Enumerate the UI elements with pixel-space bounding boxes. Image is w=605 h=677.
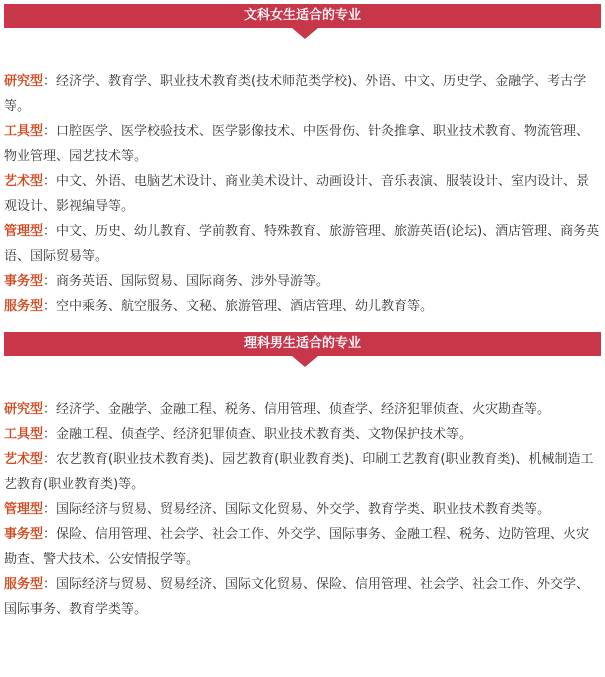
entry-label: 服务型 <box>4 577 44 592</box>
entry-text: 金融工程、侦查学、经济犯罪侦查、职业技术教育类、文物保护技术等。 <box>56 427 473 442</box>
entry-management: 管理型：中文、历史、幼儿教育、学前教育、特殊教育、旅游管理、旅游英语(论坛)、酒店管理、商务英语、国际贸易等。 <box>4 224 600 264</box>
entry-tool: 工具型：口腔医学、医学校验技术、医学影像技术、中医骨伤、针灸推拿、职业技术教育、物流管理、物业管理、园艺技术等。 <box>4 124 590 164</box>
entry-text: 中文、历史、幼儿教育、学前教育、特殊教育、旅游管理、旅游英语(论坛)、酒店管理、商务英语、国际贸易等。 <box>4 224 600 264</box>
entry-text: 商务英语、国际贸易、国际商务、涉外导游等。 <box>56 274 330 289</box>
entry-text: 农艺教育(职业技术教育类)、园艺教育(职业教育类)、印刷工艺教育(职业教育类)、机械制造工艺教育(职业教育类)等。 <box>4 452 594 492</box>
entry-text: 国际经济与贸易、贸易经济、国际文化贸易、保险、信用管理、社会学、社会工作、外交学、国际事务、教育学类等。 <box>4 577 590 617</box>
entry-tool: 工具型：金融工程、侦查学、经济犯罪侦查、职业技术教育类、文物保护技术等。 <box>4 427 473 442</box>
entry-text: 中文、外语、电脑艺术设计、商业美术设计、动画设计、音乐表演、服装设计、室内设计、景观设计、影视编导等。 <box>4 174 590 214</box>
entry-list <box>4 69 602 319</box>
entry-text: 口腔医学、医学校验技术、医学影像技术、中医骨伤、针灸推拿、职业技术教育、物流管理、物业管理、园艺技术等。 <box>4 124 590 164</box>
entry-label: 管理型 <box>4 224 44 239</box>
entry-label: 艺术型 <box>4 452 44 467</box>
entry-text: 国际经济与贸易、贸易经济、国际文化贸易、外交学、教育学类、职业技术教育类等。 <box>56 502 551 517</box>
entry-research: 研究型：经济学、教育学、职业技术教育类(技术师范类学校)、外语、中文、历史学、金融学、考古学等。 <box>4 74 587 114</box>
entry-label: 服务型 <box>4 299 44 314</box>
entry-service: 服务型：国际经济与贸易、贸易经济、国际文化贸易、保险、信用管理、社会学、社会工作、外交学、国际事务、教育学类等。 <box>4 577 590 617</box>
entry-management: 管理型：国际经济与贸易、贸易经济、国际文化贸易、外交学、教育学类、职业技术教育类等。 <box>4 502 551 517</box>
entry-research: 研究型：经济学、金融学、金融工程、税务、信用管理、侦查学、经济犯罪侦查、火灾勘查等。 <box>4 402 551 417</box>
entry-label: 工具型 <box>4 427 44 442</box>
entry-text: 空中乘务、航空服务、文秘、旅游管理、酒店管理、幼儿教育等。 <box>56 299 434 314</box>
entry-list <box>4 397 602 622</box>
entry-affairs: 事务型：保险、信用管理、社会学、社会工作、外交学、国际事务、金融工程、税务、边防管理、火灾勘查、警犬技术、公安情报学等。 <box>4 527 590 567</box>
section-title: 理科男生适合的专业 <box>4 332 601 356</box>
entry-text: 保险、信用管理、社会学、社会工作、外交学、国际事务、金融工程、税务、边防管理、火灾勘查、警犬技术、公安情报学等。 <box>4 527 590 567</box>
entry-label: 研究型 <box>4 74 44 89</box>
entry-affairs: 事务型：商务英语、国际贸易、国际商务、涉外导游等。 <box>4 274 330 289</box>
entry-art: 艺术型：农艺教育(职业技术教育类)、园艺教育(职业教育类)、印刷工艺教育(职业教育类)、机械制造工艺教育(职业教育类)等。 <box>4 452 594 492</box>
entry-service: 服务型：空中乘务、航空服务、文秘、旅游管理、酒店管理、幼儿教育等。 <box>4 299 434 314</box>
entry-text: 经济学、金融学、金融工程、税务、信用管理、侦查学、经济犯罪侦查、火灾勘查等。 <box>56 402 551 417</box>
entry-label: 事务型 <box>4 274 44 289</box>
entry-art: 艺术型：中文、外语、电脑艺术设计、商业美术设计、动画设计、音乐表演、服装设计、室内设计、景观设计、影视编导等。 <box>4 174 590 214</box>
banner-pointer-icon <box>292 356 318 367</box>
entry-label: 工具型 <box>4 124 44 139</box>
entry-text: 经济学、教育学、职业技术教育类(技术师范类学校)、外语、中文、历史学、金融学、考古学等。 <box>4 74 587 114</box>
entry-label: 研究型 <box>4 402 44 417</box>
entry-label: 管理型 <box>4 502 44 517</box>
banner-pointer-icon <box>292 28 318 39</box>
entry-label: 事务型 <box>4 527 44 542</box>
entry-label: 艺术型 <box>4 174 44 189</box>
section-title: 文科女生适合的专业 <box>4 4 601 28</box>
